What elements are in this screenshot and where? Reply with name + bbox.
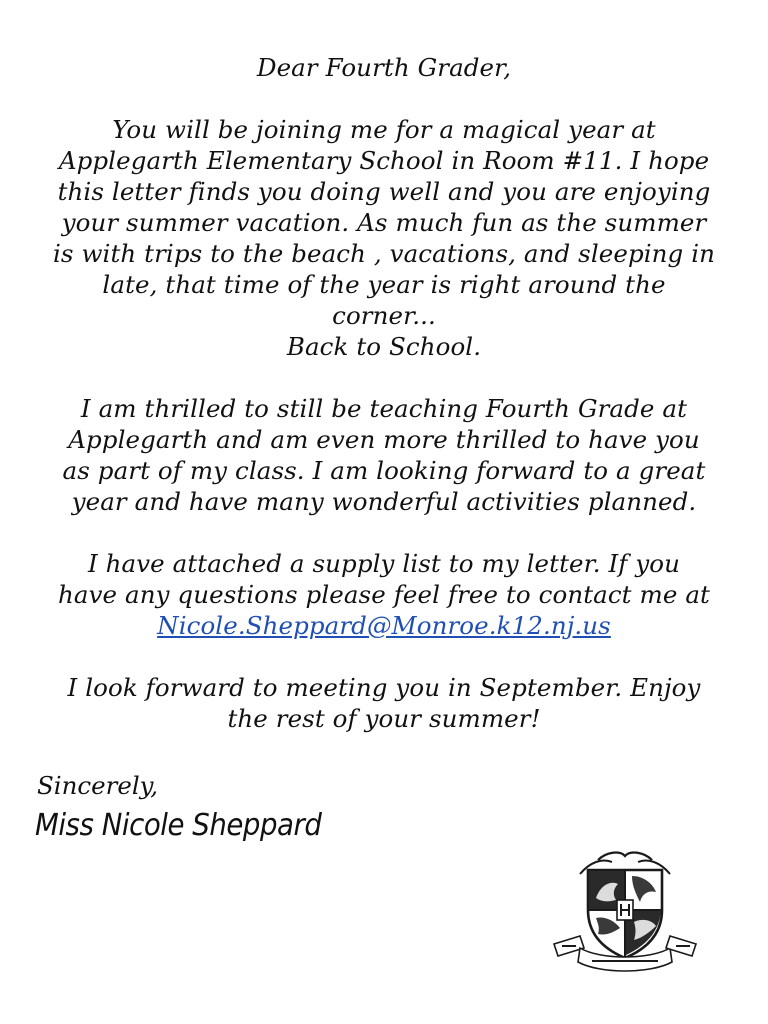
paragraph-1-line: this letter finds you doing well and you are enjoying (57, 177, 711, 206)
paragraph-1-line: is with trips to the beach , vacations, and sleeping in (52, 239, 716, 268)
paragraph-1-line: Back to School. (286, 332, 482, 361)
paragraph-1-line: Applegarth Elementary School in Room #11. I hope (58, 146, 710, 175)
paragraph-2-line: Applegarth and am even more thrilled to have you (68, 425, 700, 454)
email-line (30, 610, 738, 641)
paragraph-2-line: I am thrilled to still be teaching Fourth Grade at (80, 394, 688, 423)
hogwarts-crest-icon (540, 848, 710, 988)
paragraph-gap (30, 83, 738, 114)
closing: Sincerely, (37, 771, 159, 800)
paragraph-4-line: I look forward to meeting you in September. Enjoy (67, 673, 701, 702)
paragraph-gap (30, 362, 738, 393)
email-link[interactable]: Nicole.Sheppard@Monroe.k12.nj.us (157, 611, 611, 640)
paragraph-gap (30, 517, 738, 548)
paragraph-1-line: You will be joining me for a magical year at (112, 115, 656, 144)
paragraph-3-line: have any questions please feel free to contact me at (58, 580, 710, 609)
paragraph-4-line: the rest of your summer! (227, 704, 541, 733)
signature: Miss Nicole Sheppard (35, 808, 322, 843)
greeting: Dear Fourth Grader, (256, 53, 512, 82)
paragraph-2-line: year and have many wonderful activities planned. (71, 487, 697, 516)
paragraph-gap (30, 641, 738, 672)
letter-body (30, 52, 738, 734)
paragraph-1-line: late, that time of the year is right around the (102, 270, 666, 299)
paragraph-1-line: corner... (332, 301, 436, 330)
paragraph-1-line: your summer vacation. As much fun as the summer (61, 208, 707, 237)
paragraph-2-line: as part of my class. I am looking forward to a great (62, 456, 706, 485)
paragraph-3-line: I have attached a supply list to my letter. If you (87, 549, 681, 578)
